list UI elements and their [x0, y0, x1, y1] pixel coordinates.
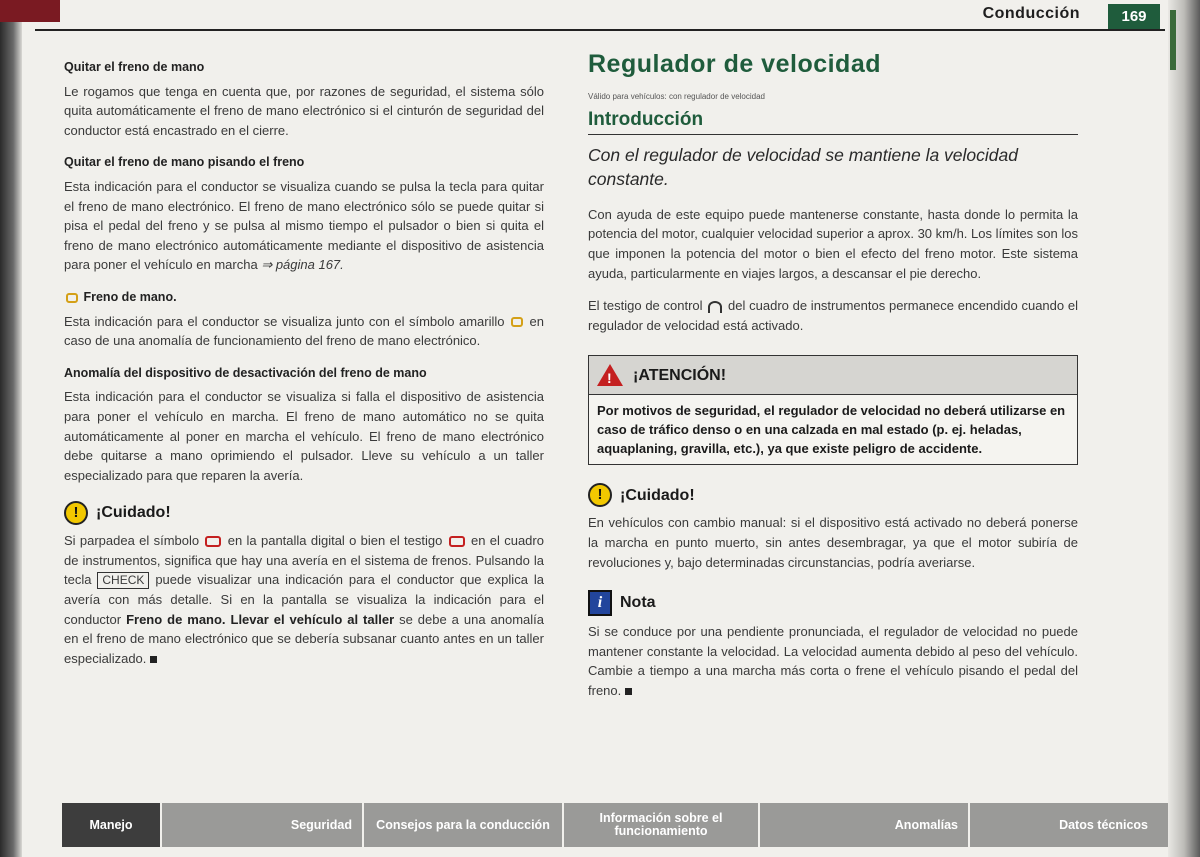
heading-anomaly: Anomalía del dispositivo de desactivación del freno de mano — [64, 365, 427, 380]
page-edge — [1168, 0, 1200, 857]
section-subtitle: Introducción — [588, 110, 1078, 135]
tab-seguridad[interactable]: Seguridad — [162, 803, 364, 847]
caution-text: En vehículos con cambio manual: si el dispositivo está activado no deberá ponerse la marcha en punto muerto, sin antes desembragar, ya que el motor subiría de revoluciones y, bajo determinadas circunstancias, podría averiarse. — [588, 515, 1078, 570]
cruise-control-icon — [708, 301, 722, 313]
warning-title: ¡ATENCIÓN! — [633, 366, 727, 384]
caution-title: ¡Cuidado! — [620, 486, 695, 504]
paragraph: Esta indicación para el conductor se visualiza si falla el dispositivo de asistencia para poner el vehículo en marcha. El freno de mano automático no se quita automáticamente al poner en marcha el vehículo. El freno de mano electrónico debe quitarse a mano oprimiendo el pulsador. Lleve su vehículo a un taller especializado para que reparen la avería. — [64, 389, 544, 483]
note-heading — [588, 590, 1078, 616]
page-number: 169 — [1108, 4, 1160, 30]
info-icon: i — [588, 590, 612, 616]
footer-nav — [62, 803, 1168, 847]
warning-heading — [589, 356, 1077, 395]
caution-heading — [588, 483, 1078, 507]
paragraph: Con ayuda de este equipo puede mantenerse constante, hasta donde lo permita la potencia del motor, cualquier velocidad superior a aprox. 30 km/h. Los límites son los que imponen la potencia del motor o bien el efecto del freno motor. Este sistema ayuda, particularmente en viajes largos, a descansar el pie derecho. — [588, 206, 1078, 281]
paragraph: Esta indicación para el conductor se visualiza cuando se pulsa la tecla para quitar el freno de mano electrónico. El freno de mano electrónico sólo se puede quitar si pisa el pedal del freno y se pulsa al mismo tiempo el pulsador o bien si quita el freno de mano electrónico automáticamente mediante el dispositivo de asistencia para poner el vehículo en marcha ⇒ página 167. — [64, 178, 544, 273]
heading-handbrake: Freno de mano. — [64, 288, 544, 308]
check-key: CHECK — [97, 572, 149, 589]
end-mark — [150, 656, 157, 663]
heading-release-handbrake: Quitar el freno de mano — [64, 60, 205, 74]
page-reference-link[interactable]: ⇒ página 167. — [261, 257, 344, 273]
header-rule — [35, 29, 1165, 31]
brake-warning-icon — [449, 536, 465, 547]
caution-icon: ! — [588, 483, 612, 507]
section-title: Conducción — [982, 5, 1080, 22]
bold-indication: Freno de mano. Llevar el vehículo al taller — [126, 611, 395, 627]
left-column — [64, 58, 544, 681]
note-text: Si se conduce por una pendiente pronunciada, el regulador de velocidad no puede mantener constante la velocidad. La velocidad aumenta debido al peso del vehículo. Cambie a tiempo a una marcha más corta o frene el vehículo pisando el pedal del freno. — [588, 624, 1078, 698]
tab-manejo[interactable]: Manejo — [62, 803, 162, 847]
edge-tab-marker — [1170, 10, 1176, 70]
brake-warning-icon — [205, 536, 221, 547]
warning-box — [588, 355, 1078, 465]
tab-anomalias[interactable]: Anomalías — [760, 803, 970, 847]
tab-informacion[interactable]: Información sobre el funcionamiento — [564, 803, 760, 847]
caution-icon: ! — [64, 501, 88, 525]
caution-title: ¡Cuidado! — [96, 504, 171, 522]
tab-datos-tecnicos[interactable]: Datos técnicos — [970, 803, 1168, 847]
end-mark — [625, 688, 632, 695]
yellow-handbrake-icon — [511, 317, 523, 327]
paragraph: El testigo de control del cuadro de instrumentos permanece encendido cuando el regulador de velocidad está activado. — [588, 298, 1078, 333]
warning-triangle-icon — [597, 364, 623, 386]
caution-heading — [64, 501, 544, 525]
tab-consejos[interactable]: Consejos para la conducción — [364, 803, 564, 847]
right-column — [588, 50, 1078, 714]
corner-mark — [0, 0, 60, 22]
heading-release-with-brake: Quitar el freno de mano pisando el freno — [64, 155, 305, 170]
handbrake-warning-icon — [66, 293, 78, 303]
book-spine — [0, 0, 22, 857]
chapter-title: Regulador de velocidad — [588, 50, 882, 78]
paragraph: Esta indicación para el conductor se visualiza junto con el símbolo amarillo en caso de una anomalía de funcionamiento del freno de mano electrónico. — [64, 313, 544, 349]
warning-text: Por motivos de seguridad, el regulador de velocidad no deberá utilizarse en caso de tráfico denso o en una calzada en mal estado (p. ej. heladas, aquaplaning, gravilla, etc.), ya que existe peligro de accidente. — [597, 403, 1066, 457]
note-title: Nota — [620, 594, 656, 612]
lead-text: Con el regulador de velocidad se mantiene la velocidad constante. — [588, 144, 1018, 189]
paragraph: Le rogamos que tenga en cuenta que, por razones de seguridad, el sistema sólo quita automáticamente el freno de mano electrónico si el cinturón de seguridad del conductor está encastrado en el cierre. — [64, 83, 544, 138]
caution-text: Si parpadea el símbolo en la pantalla digital o bien el testigo en el cuadro de instrumentos, significa que hay una avería en el sistema de frenos. Pulsando la tecla CHECK puede visualizar una indicación para el conductor que explica la avería con más detalle. Si en la pantalla se visualiza la indicación para el conductor Freno de mano. Llevar el vehículo al taller se debe a una anomalía en el freno de mano electrónico que se debería subsanar cuanto antes en un taller especializado. — [64, 533, 544, 666]
validity-note: Válido para vehículos: con regulador de velocidad — [588, 91, 766, 101]
